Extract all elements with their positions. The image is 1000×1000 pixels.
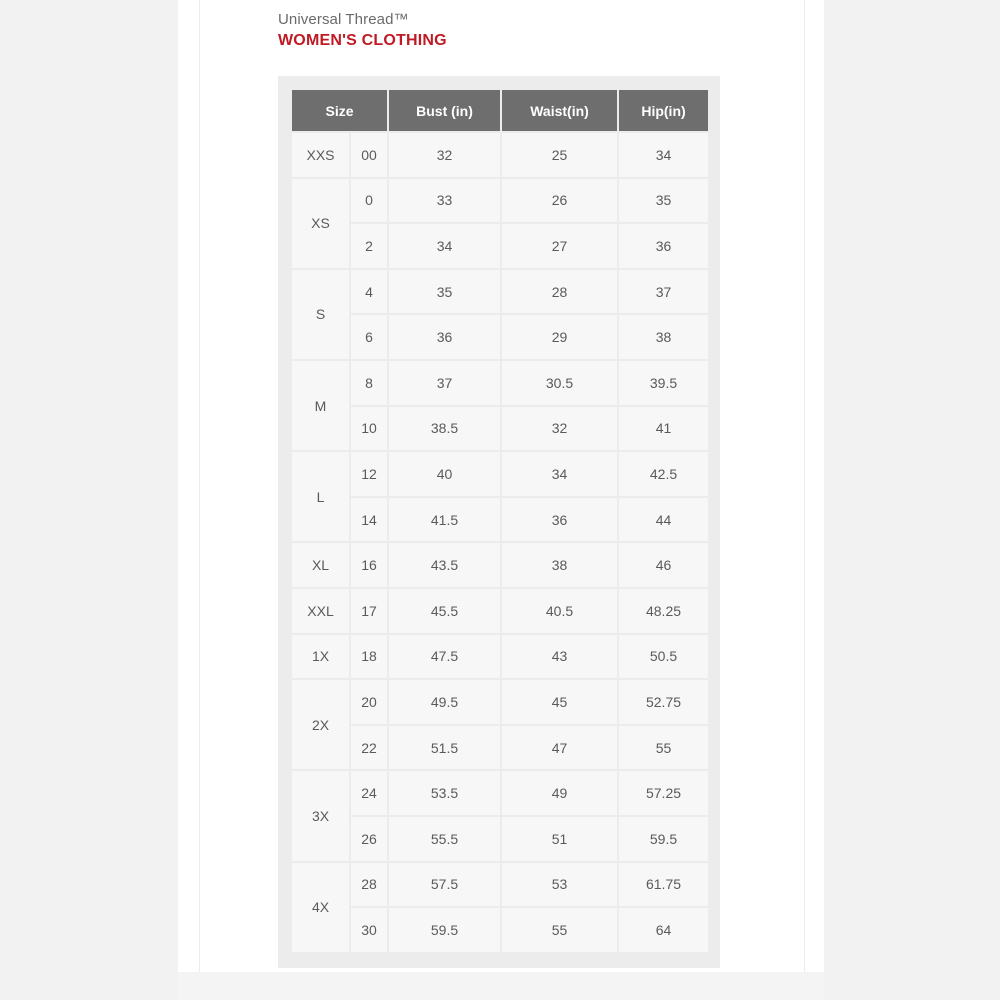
table-row — [292, 315, 708, 359]
hip-cell: 52.75 — [619, 680, 708, 724]
size-number-cell: 12 — [351, 452, 387, 496]
hip-cell: 64 — [619, 908, 708, 952]
waist-cell: 36 — [502, 498, 617, 542]
waist-cell: 30.5 — [502, 361, 617, 405]
hip-cell: 55 — [619, 726, 708, 770]
waist-cell: 55 — [502, 908, 617, 952]
waist-cell: 38 — [502, 543, 617, 587]
waist-cell: 27 — [502, 224, 617, 268]
bust-cell: 36 — [389, 315, 500, 359]
table-row — [292, 908, 708, 952]
size-chart-body — [292, 133, 708, 952]
size-number-cell: 14 — [351, 498, 387, 542]
bust-cell: 57.5 — [389, 863, 500, 907]
table-row — [292, 817, 708, 861]
bust-cell: 47.5 — [389, 635, 500, 679]
size-number-cell: 10 — [351, 407, 387, 451]
table-row — [292, 361, 708, 405]
size-number-cell: 24 — [351, 771, 387, 815]
column-header-waist: Waist(in) — [502, 90, 617, 131]
bust-cell: 59.5 — [389, 908, 500, 952]
size-number-cell: 0 — [351, 179, 387, 223]
size-number-cell: 00 — [351, 133, 387, 177]
hip-cell: 46 — [619, 543, 708, 587]
size-label-cell: 2X — [292, 680, 349, 769]
background-left — [0, 0, 178, 1000]
column-header-bust: Bust (in) — [389, 90, 500, 131]
table-row — [292, 270, 708, 314]
hip-cell: 57.25 — [619, 771, 708, 815]
hip-cell: 39.5 — [619, 361, 708, 405]
waist-cell: 26 — [502, 179, 617, 223]
hip-cell: 41 — [619, 407, 708, 451]
waist-cell: 45 — [502, 680, 617, 724]
hip-cell: 35 — [619, 179, 708, 223]
size-label-cell: L — [292, 452, 349, 541]
bust-cell: 40 — [389, 452, 500, 496]
hip-cell: 34 — [619, 133, 708, 177]
waist-cell: 25 — [502, 133, 617, 177]
waist-cell: 49 — [502, 771, 617, 815]
page-title: WOMEN'S CLOTHING — [278, 32, 447, 49]
waist-cell: 34 — [502, 452, 617, 496]
size-label-cell: 4X — [292, 863, 349, 952]
bust-cell: 53.5 — [389, 771, 500, 815]
table-row — [292, 771, 708, 815]
bust-cell: 55.5 — [389, 817, 500, 861]
size-label-cell: XXL — [292, 589, 349, 633]
table-row — [292, 589, 708, 633]
size-number-cell: 22 — [351, 726, 387, 770]
hip-cell: 59.5 — [619, 817, 708, 861]
table-header-row — [292, 90, 708, 131]
bust-cell: 43.5 — [389, 543, 500, 587]
hip-cell: 36 — [619, 224, 708, 268]
bust-cell: 38.5 — [389, 407, 500, 451]
waist-cell: 43 — [502, 635, 617, 679]
bust-cell: 33 — [389, 179, 500, 223]
waist-cell: 28 — [502, 270, 617, 314]
hip-cell: 42.5 — [619, 452, 708, 496]
table-row — [292, 726, 708, 770]
table-row — [292, 179, 708, 223]
size-number-cell: 4 — [351, 270, 387, 314]
table-row — [292, 680, 708, 724]
bust-cell: 51.5 — [389, 726, 500, 770]
waist-cell: 40.5 — [502, 589, 617, 633]
size-label-cell: 3X — [292, 771, 349, 860]
waist-cell: 47 — [502, 726, 617, 770]
hip-cell: 48.25 — [619, 589, 708, 633]
table-row — [292, 452, 708, 496]
column-header-hip: Hip(in) — [619, 90, 708, 131]
size-label-cell: S — [292, 270, 349, 359]
table-row — [292, 498, 708, 542]
size-label-cell: XL — [292, 543, 349, 587]
table-row — [292, 133, 708, 177]
size-number-cell: 20 — [351, 680, 387, 724]
hip-cell: 61.75 — [619, 863, 708, 907]
size-number-cell: 28 — [351, 863, 387, 907]
hip-cell: 37 — [619, 270, 708, 314]
table-row — [292, 224, 708, 268]
table-row — [292, 407, 708, 451]
background-right — [824, 0, 1000, 1000]
waist-cell: 32 — [502, 407, 617, 451]
bust-cell: 35 — [389, 270, 500, 314]
column-header-size: Size — [292, 90, 387, 131]
size-number-cell: 26 — [351, 817, 387, 861]
bust-cell: 41.5 — [389, 498, 500, 542]
size-number-cell: 18 — [351, 635, 387, 679]
waist-cell: 53 — [502, 863, 617, 907]
size-number-cell: 30 — [351, 908, 387, 952]
table-row — [292, 635, 708, 679]
hip-cell: 38 — [619, 315, 708, 359]
bust-cell: 49.5 — [389, 680, 500, 724]
waist-cell: 29 — [502, 315, 617, 359]
size-label-cell: 1X — [292, 635, 349, 679]
size-number-cell: 2 — [351, 224, 387, 268]
bust-cell: 34 — [389, 224, 500, 268]
hip-cell: 50.5 — [619, 635, 708, 679]
table-row — [292, 863, 708, 907]
table-row — [292, 543, 708, 587]
bust-cell: 37 — [389, 361, 500, 405]
size-label-cell: XXS — [292, 133, 349, 177]
size-label-cell: M — [292, 361, 349, 450]
waist-cell: 51 — [502, 817, 617, 861]
bust-cell: 45.5 — [389, 589, 500, 633]
bust-cell: 32 — [389, 133, 500, 177]
size-number-cell: 16 — [351, 543, 387, 587]
hip-cell: 44 — [619, 498, 708, 542]
brand-name: Universal Thread™ — [278, 11, 409, 28]
size-chart-table — [290, 88, 710, 954]
size-number-cell: 17 — [351, 589, 387, 633]
size-label-cell: XS — [292, 179, 349, 268]
size-number-cell: 6 — [351, 315, 387, 359]
size-number-cell: 8 — [351, 361, 387, 405]
